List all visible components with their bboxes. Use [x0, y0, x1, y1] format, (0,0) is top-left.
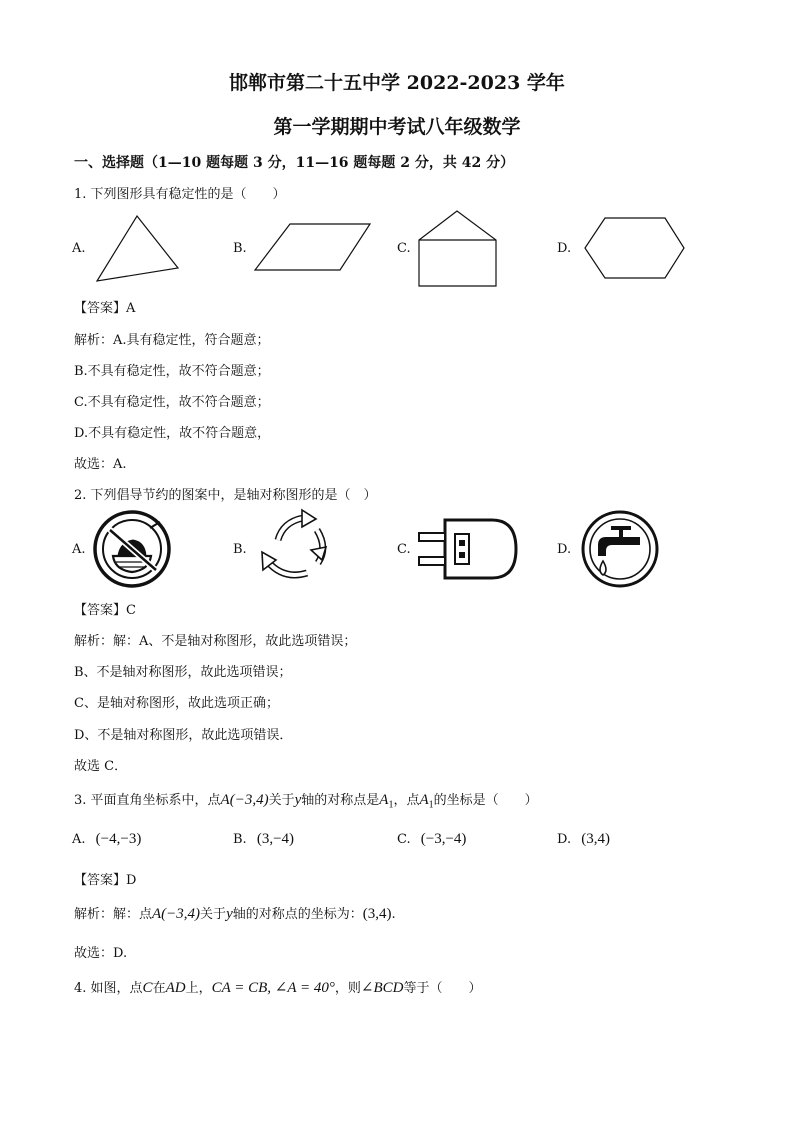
- q4-stem-text: 4. 如图，点: [74, 981, 143, 996]
- q3-analysis-text: 关于: [200, 907, 227, 922]
- q3-analysis-axis: y: [226, 906, 233, 922]
- q3-analysis-text: 轴的对称点的坐标为：: [232, 907, 363, 922]
- q3-point-a1: A: [419, 792, 429, 808]
- q3-option-label: C.: [397, 832, 411, 847]
- section-heading: 一、选择题（1—10 题每题 3 分，11—16 题每题 2 分，共 42 分）: [74, 155, 515, 171]
- q1-option-b-label: B.: [233, 241, 247, 256]
- q2-option-a-label: A.: [72, 542, 86, 557]
- q2-analysis-line: B、不是轴对称图形，故此选项错误；: [74, 665, 292, 680]
- q3-option-c: [397, 831, 466, 848]
- q4-segment: AD: [165, 980, 186, 996]
- q3-option-value: (3,−4): [256, 831, 295, 847]
- q2-stem: 2. 下列倡导节约的图案中，是轴对称图形的是（ ）: [74, 488, 377, 503]
- q3-option-b: [233, 831, 294, 848]
- q3-option-label: D.: [557, 832, 572, 847]
- q1-analysis-line: D.不具有稳定性，故不符合题意，: [74, 426, 271, 441]
- q3-analysis: [74, 903, 396, 923]
- q2-analysis-line: 故选 C．: [74, 759, 128, 774]
- q2-option-c-label: C.: [397, 542, 411, 557]
- q4-point-c: C: [142, 980, 153, 996]
- q1-analysis-line: C.不具有稳定性，故不符合题意；: [74, 395, 270, 410]
- q3-analysis-text: .: [391, 907, 396, 922]
- q3-analysis-value: (3,4): [362, 906, 392, 922]
- q1-option-a-label: A.: [72, 241, 86, 256]
- q2-option-b-label: B.: [233, 542, 247, 557]
- q3-option-value: (3,4): [581, 831, 610, 847]
- q3-option-label: B.: [233, 832, 247, 847]
- q2-analysis-line: 解析：解：A、不是轴对称图形，故此选项错误；: [74, 634, 357, 649]
- q3-option-a: [72, 831, 141, 848]
- q4-condition: CA = CB, ∠A = 40°: [211, 980, 335, 996]
- q3-conclusion: 故选：D.: [74, 946, 128, 961]
- q2-analysis-line: C、是轴对称图形，故此选项正确；: [74, 696, 279, 711]
- q3-point-a1: A: [379, 792, 389, 808]
- q1-answer: 【答案】A: [74, 301, 136, 316]
- q1-option-d-label: D.: [557, 241, 572, 256]
- q4-stem-text: 上，: [185, 981, 212, 996]
- page-subtitle: 第一学期期中考试八年级数学: [273, 116, 521, 138]
- q3-point-a: A(−3,4): [220, 792, 269, 808]
- q3-stem: [74, 789, 538, 811]
- q1-analysis-line: B.不具有稳定性，故不符合题意；: [74, 364, 270, 379]
- q4-stem: [74, 977, 481, 997]
- q4-stem-text: ，则: [334, 981, 361, 996]
- q3-stem-text: ，点: [393, 793, 420, 808]
- q3-subscript: 1: [428, 799, 434, 811]
- q3-axis: y: [294, 792, 302, 808]
- q3-stem-text: 轴的对称点是: [301, 793, 380, 808]
- q3-stem-text: 关于: [268, 793, 295, 808]
- q3-option-d: [557, 831, 610, 848]
- q2-option-d-label: D.: [557, 542, 572, 557]
- q3-analysis-text: 解析：解：点: [74, 907, 153, 922]
- q3-stem-text: 的坐标是（ ）: [433, 793, 538, 808]
- q3-analysis-point: A(−3,4): [152, 906, 201, 922]
- q4-stem-text: 等于（ ）: [403, 981, 482, 996]
- page-title: 邯郸市第二十五中学 2022-2023 学年: [229, 72, 565, 94]
- q2-analysis-line: D、不是轴对称图形，故此选项错误．: [74, 728, 293, 743]
- q3-answer: 【答案】D: [74, 873, 137, 888]
- q3-option-label: A.: [72, 832, 86, 847]
- q3-subscript: 1: [388, 799, 394, 811]
- q2-answer: 【答案】C: [74, 603, 136, 618]
- q3-option-value: (−3,−4): [420, 831, 467, 847]
- q1-analysis-line: 解析：A.具有稳定性，符合题意；: [74, 333, 270, 348]
- q4-stem-text: 在: [152, 981, 166, 996]
- q1-stem: 1. 下列图形具有稳定性的是（ ）: [74, 187, 286, 202]
- q1-option-c-label: C.: [397, 241, 411, 256]
- q1-analysis-line: 故选：A.: [74, 457, 127, 472]
- q3-option-value: (−4,−3): [95, 831, 142, 847]
- q3-stem-text: 3. 平面直角坐标系中，点: [74, 793, 221, 808]
- q4-target-angle: ∠BCD: [360, 980, 404, 996]
